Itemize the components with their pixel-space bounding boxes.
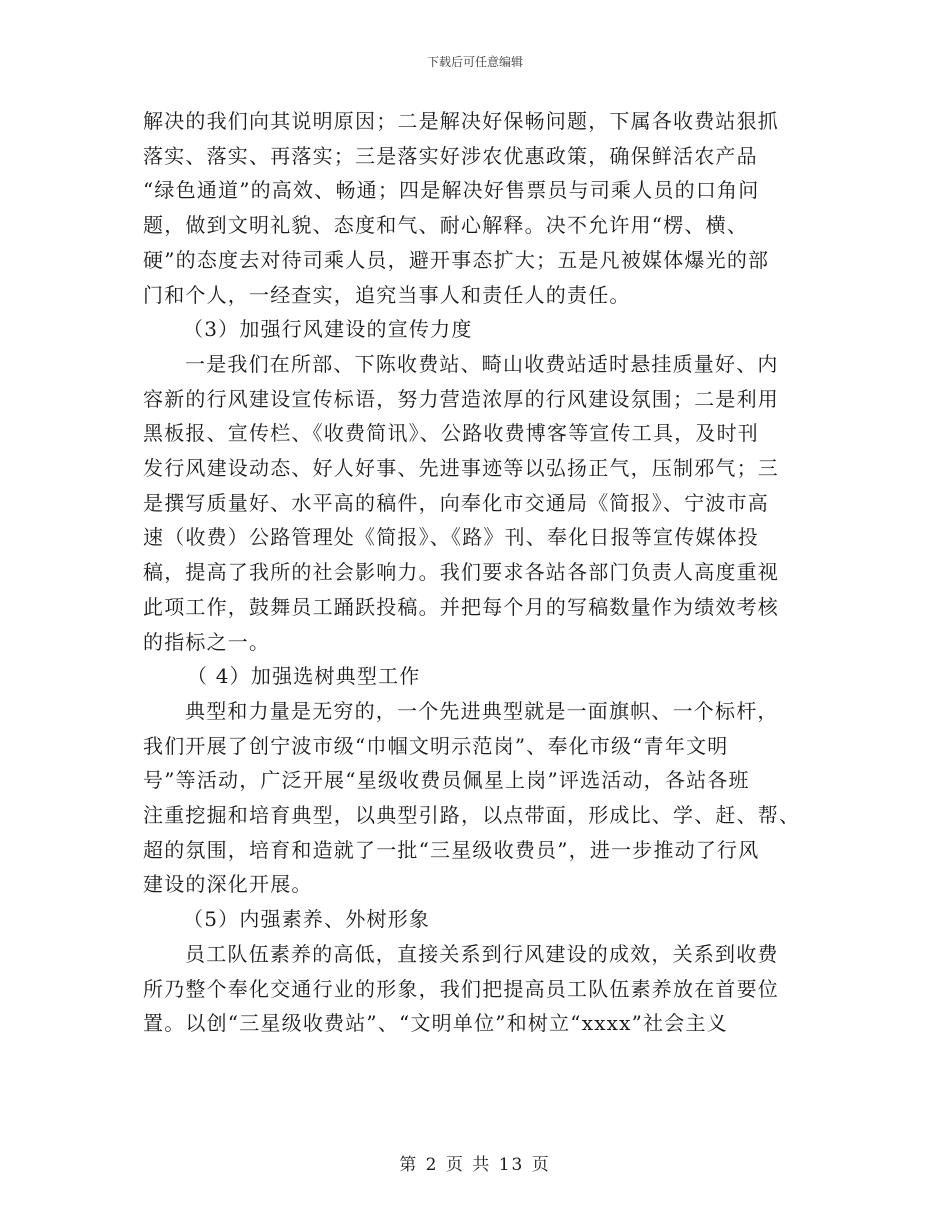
body-line: 门和个人，一经查实，追究当事人和责任人的责任。 — [143, 282, 631, 307]
body-line: 硬”的态度去对待司乘人员，避开事态扩大；五是凡被媒体爆光的部 — [143, 247, 770, 272]
body-line: 发行风建设动态、好人好事、先进事迹等以弘扬正气，压制邪气；三 — [143, 456, 779, 481]
body-line: 置。以创“三星级收费站”、“文明单位”和树立“xxxx”社会主义 — [143, 1011, 728, 1036]
body-line: 是撰写质量好、水平高的稿件，向奉化市交通局《简报》、宁波市高 — [143, 490, 769, 515]
paragraph-first-line: 员工队伍素养的高低，直接关系到行风建设的成效，关系到收费 — [185, 941, 779, 966]
body-line: 落实、落实、再落实；三是落实好涉农优惠政策，确保鲜活农产品 — [143, 143, 758, 168]
section-heading-3: （3）加强行风建设的宣传力度 — [183, 317, 473, 342]
section-heading-4: （ 4）加强选树典型工作 — [187, 664, 421, 689]
body-line: 我们开展了创宁波市级“巾帼文明示范岗”、奉化市级“青年文明 — [143, 733, 729, 758]
body-line: 注重挖掘和培育典型，以典型引路，以点带面，形成比、学、赶、帮、 — [143, 803, 801, 828]
page-number-footer: 第 2 页 共 13 页 — [399, 1155, 551, 1175]
body-line: 超的氛围，培育和造就了一批“三星级收费员”，进一步推动了行风 — [143, 837, 760, 862]
paragraph-first-line: 一是我们在所部、下陈收费站、畸山收费站适时悬挂质量好、内 — [185, 351, 779, 376]
body-line: 题，做到文明礼貌、态度和气、耐心解释。决不允许用“楞、横、 — [143, 213, 749, 238]
body-line: “绿色通道”的高效、畅通；四是解决好售票员与司乘人员的口角问 — [143, 178, 760, 203]
body-line: 此项工作，鼓舞员工踊跃投稿。并把每个月的写稿数量作为绩效考核 — [143, 594, 779, 619]
body-line: 黑板报、宣传栏、《收费简讯》、公路收费博客等宣传工具，及时刊 — [143, 421, 759, 446]
paragraph-first-line: 典型和力量是无穷的，一个先进典型就是一面旗帜、一个标杆， — [185, 698, 779, 723]
body-line: 速（收费）公路管理处《简报》、《路》刊、奉化日报等宣传媒体投 — [143, 525, 759, 550]
body-line: 容新的行风建设宣传标语，努力营造浓厚的行风建设氛围；二是利用 — [143, 386, 779, 411]
body-line: 解决的我们向其说明原因；二是解决好保畅问题，下属各收费站狠抓 — [143, 109, 779, 133]
section-heading-5: （5）内强素养、外树形象 — [183, 907, 431, 932]
body-line: 的指标之一。 — [143, 629, 271, 654]
body-line: 稿，提高了我所的社会影响力。我们要求各站各部门负责人高度重视 — [143, 560, 779, 585]
document-body — [143, 104, 813, 1041]
body-line: 号”等活动，广泛开展“星级收费员佩星上岗”评选活动，各站各班 — [143, 768, 750, 793]
page-header-note: 下载后可任意编辑 — [426, 55, 523, 69]
body-line: 建设的深化开展。 — [143, 872, 313, 897]
body-line: 所乃整个奉化交通行业的形象，我们把提高员工队伍素养放在首要位 — [143, 976, 779, 1001]
